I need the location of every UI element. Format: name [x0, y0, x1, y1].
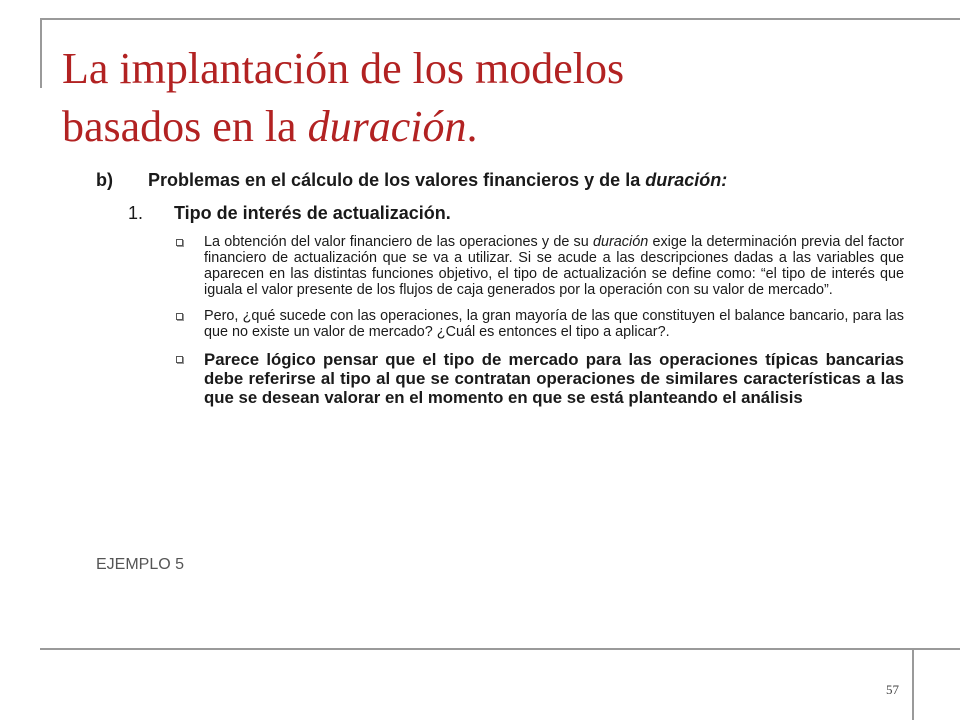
bullet-list — [174, 234, 904, 407]
bullet-2-text: Pero, ¿qué sucede con las operaciones, la gran mayoría de las que constituyen el balance bancario, para las que no existe un valor de mercado? ¿Cuál es entonces el tipo a aplicar?. — [204, 308, 904, 340]
frame-line-right — [912, 650, 914, 720]
slide-content — [96, 170, 904, 417]
subsection-heading — [128, 202, 904, 224]
square-bullet-icon — [176, 239, 183, 246]
square-bullet-icon — [176, 313, 183, 320]
frame-line-bottom — [40, 648, 960, 650]
bullet-1-text-before: La obtención del valor financiero de las operaciones y de su — [204, 234, 593, 250]
subsection-marker: 1. — [128, 203, 144, 223]
section-text-italic: duración: — [645, 170, 728, 190]
frame-line-top — [40, 18, 960, 20]
slide-title — [62, 40, 922, 156]
bullet-3-text: Parece lógico pensar que el tipo de mercado para las operaciones típicas bancarias debe referirse al tipo al que se contratan operaciones de similares características a las que se desean valorar en el momento en que se está planteando el análisis — [204, 350, 904, 407]
bullet-item-1 — [174, 234, 904, 298]
bullet-1-text-italic: duración — [593, 234, 649, 250]
section-heading — [96, 170, 904, 190]
section-marker: b) — [96, 170, 113, 190]
page-number: 57 — [886, 682, 899, 697]
square-bullet-icon — [176, 356, 183, 363]
frame-line-left — [40, 18, 42, 88]
title-line-2-italic: duración — [307, 102, 467, 151]
bullet-item-3 — [174, 350, 904, 407]
title-line-2-suffix: . — [466, 102, 478, 151]
example-label: EJEMPLO 5 — [96, 556, 185, 573]
subsection-text: Tipo de interés de actualización. — [174, 203, 451, 223]
title-line-2-prefix: basados en la — [62, 102, 308, 151]
section-text: Problemas en el cálculo de los valores financieros y de la — [148, 170, 646, 190]
title-line-1: La implantación de los modelos — [62, 44, 625, 93]
title-line-2 — [62, 98, 922, 156]
bullet-item-2 — [174, 308, 904, 340]
bullet-1-text-after: exige la determinación previa del factor financiero de actualización que se va a utilizar. Si se acude a las descripciones dadas a las variables que aparecen en las distintas funciones objetivo, el tipo de actualización se define como: “el tipo de interés que iguala el valor presente de los flujos de caja generados por la operación con su valor de mercado”. — [204, 234, 904, 298]
